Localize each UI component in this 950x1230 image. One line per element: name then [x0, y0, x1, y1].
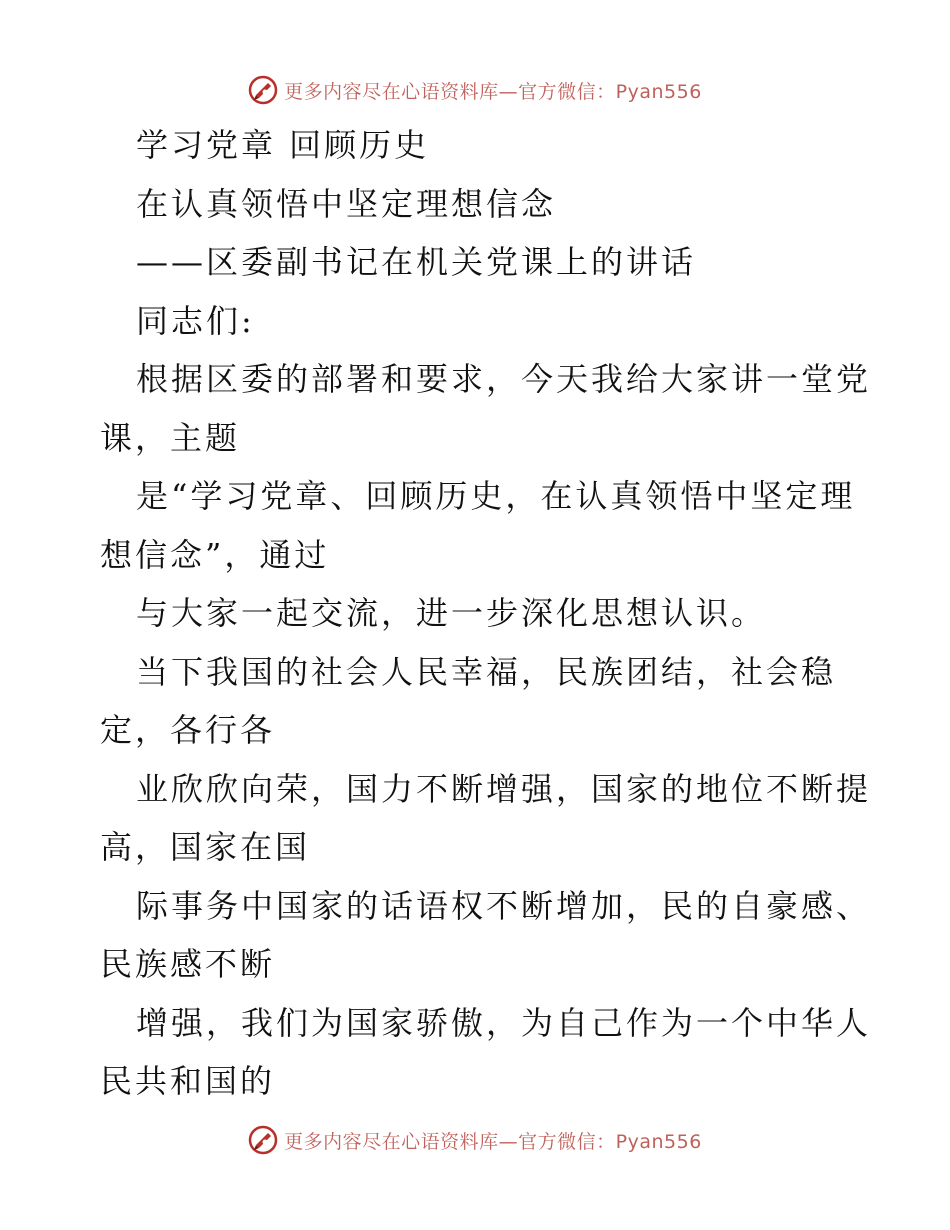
doc-paragraph-line: 业欣欣向荣，国力不断增强，国家的地位不断提 — [136, 769, 872, 808]
header-banner-text: 更多内容尽在心语资料库—官方微信：Pyan556 — [284, 80, 702, 103]
doc-paragraph-line: 根据区委的部署和要求，今天我给大家讲一堂党 — [136, 360, 872, 398]
doc-subtitle: 在认真领悟中坚定理想信念 — [136, 184, 557, 223]
doc-paragraph-line: 当下我国的社会人民幸福，民族团结，社会稳 — [136, 652, 837, 691]
doc-speaker-line: ——区委副书记在机关党课上的讲话 — [136, 243, 697, 281]
doc-salutation: 同志们: — [136, 301, 255, 340]
doc-paragraph-line: 定，各行各 — [100, 711, 276, 749]
doc-title: 学习党章 回顾历史 — [136, 126, 430, 164]
doc-paragraph-line: 民族感不断 — [100, 945, 276, 983]
doc-paragraph-line: 增强，我们为国家骄傲，为自己作为一个中华人 — [136, 1003, 872, 1042]
header-banner — [0, 70, 950, 110]
doc-paragraph-line: 想信念”，通过 — [100, 535, 330, 574]
footer-banner — [0, 1120, 950, 1160]
doc-paragraph-line: 与大家一起交流，进一步深化思想认识。 — [136, 594, 767, 632]
doc-paragraph-line: 民共和国的 — [100, 1062, 276, 1100]
doc-paragraph-line: 际事务中国家的话语权不断增加，民的自豪感、 — [136, 886, 872, 925]
document-body — [100, 116, 872, 1111]
logo-icon — [248, 75, 278, 105]
doc-paragraph-line: 是“学习党章、回顾历史，在认真领悟中坚定理 — [136, 477, 856, 515]
logo-icon — [248, 1125, 278, 1155]
doc-paragraph-line: 高，国家在国 — [100, 828, 311, 866]
doc-paragraph-line: 课，主题 — [100, 418, 241, 457]
footer-banner-text: 更多内容尽在心语资料库—官方微信：Pyan556 — [284, 1130, 702, 1153]
